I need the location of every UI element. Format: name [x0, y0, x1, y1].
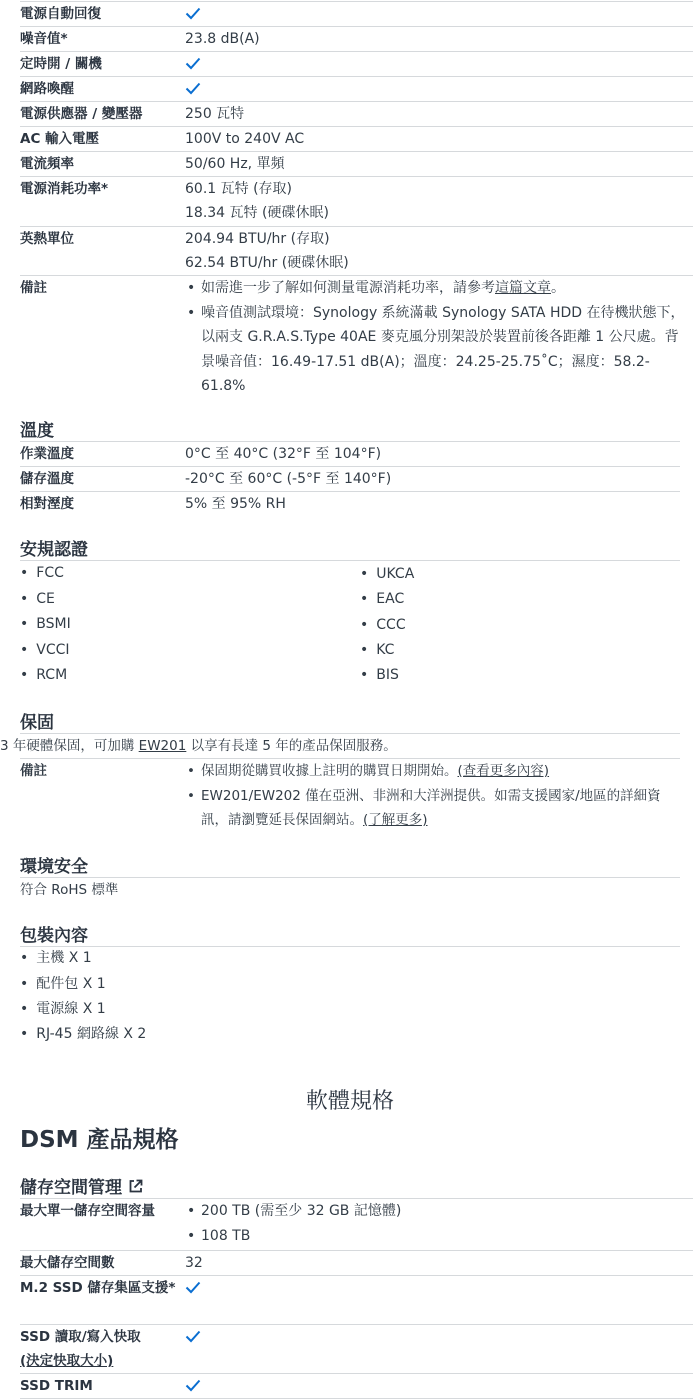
section-title-package: 包裝內容	[20, 926, 88, 946]
cert-item: • RCM	[20, 665, 67, 685]
spec-label: AC 輸入電壓	[20, 131, 100, 147]
spec-row	[20, 466, 680, 491]
package-item: • 主機 X 1	[20, 948, 92, 968]
external-link-icon	[128, 1179, 143, 1194]
cert-item: • CCC	[360, 615, 406, 635]
power-spec-table	[20, 1, 693, 398]
check-icon	[185, 77, 693, 101]
spec-label: M.2 SSD 儲存集區支援*	[20, 1280, 176, 1296]
storage-spec-table	[20, 1198, 693, 1399]
warranty-text: 3 年硬體保固，可加購 EW201 以享有長達 5 年的產品保固服務。	[0, 738, 397, 754]
spec-row	[20, 1373, 693, 1399]
note-item: • EW201/EW202 僅在亞洲、非洲和大洋洲提供。如需支援國家/地區的詳細資訊，請瀏覽延長保固網站。(了解更多)	[185, 784, 680, 833]
spec-label: 網路喚醒	[20, 81, 74, 97]
package-item: • RJ-45 網路線 X 2	[20, 1024, 146, 1044]
cert-item: • EAC	[360, 589, 404, 609]
check-icon	[185, 1374, 693, 1398]
spec-row	[20, 441, 680, 466]
spec-row	[20, 101, 693, 126]
spec-value: • 200 TB (需至少 32 GB 記憶體)	[185, 1199, 693, 1224]
note-item: • 噪音值測試環境：Synology 系統滿載 Synology SATA HDD 在待機狀態下，以兩支 G.R.A.S.Type 40AE 麥克風分別架設於裝置前後各距離 1 公尺處。背景噪音值：16.49-17.51 dB(A)；溫度：24.25-25.75˚C；濕度：58.2-61.8%	[185, 301, 693, 399]
temperature-table	[20, 441, 680, 516]
check-icon	[185, 1276, 693, 1324]
section-title-warranty: 保固	[20, 713, 54, 733]
spec-value: 50/60 Hz, 單頻	[185, 156, 285, 172]
cert-item: • UKCA	[360, 564, 414, 584]
ew201-link[interactable]: EW201	[138, 738, 187, 754]
cert-item: • FCC	[20, 563, 64, 583]
spec-value: 32	[185, 1255, 203, 1271]
note-item: • 保固期從購買收據上註明的購買日期開始。(查看更多內容)	[185, 759, 680, 784]
spec-row	[20, 1, 693, 26]
dsm-spec-title: DSM 產品規格	[20, 1127, 179, 1153]
spec-label: 噪音值*	[20, 31, 68, 47]
spec-label: 電源供應器 / 變壓器	[20, 106, 143, 122]
spec-label: 電流頻率	[20, 156, 74, 172]
spec-row	[20, 26, 693, 51]
spec-row-notes	[20, 275, 693, 398]
spec-value: 60.1 瓦特 (存取)	[185, 181, 292, 197]
spec-value: 204.94 BTU/hr (存取)	[185, 231, 330, 247]
spec-value: 100V to 240V AC	[185, 131, 305, 147]
check-icon	[185, 52, 693, 76]
divider	[20, 877, 680, 878]
cert-item: • KC	[360, 640, 394, 660]
divider	[20, 733, 680, 734]
package-item: • 配件包 X 1	[20, 974, 106, 994]
cert-item: • BIS	[360, 665, 399, 685]
spec-row	[20, 491, 680, 516]
spec-row	[20, 1324, 693, 1373]
spec-row	[20, 76, 693, 101]
divider	[20, 946, 680, 947]
check-icon	[185, 1325, 693, 1373]
spec-label: 最大儲存空間數	[20, 1255, 115, 1271]
spec-value: 18.34 瓦特 (硬碟休眠)	[185, 205, 329, 221]
spec-label: 最大單一儲存空間容量	[20, 1203, 155, 1219]
spec-row	[20, 1250, 693, 1275]
article-link[interactable]: 這篇文章	[495, 280, 551, 296]
cert-item: • BSMI	[20, 614, 71, 634]
spec-label: 電源自動回復	[20, 6, 101, 22]
note-item: • 如需進一步了解如何測量電源消耗功率，請參考這篇文章。	[185, 276, 693, 301]
learn-more-link[interactable]: (了解更多)	[363, 812, 428, 828]
spec-label: 相對溼度	[20, 496, 74, 512]
cache-size-link[interactable]: (決定快取大小)	[20, 1353, 114, 1369]
spec-value: 62.54 BTU/hr (硬碟休眠)	[185, 255, 349, 271]
environment-text: 符合 RoHS 標準	[20, 882, 119, 898]
spec-row	[20, 51, 693, 76]
spec-label: 英熱單位	[20, 231, 74, 247]
spec-value: • 108 TB	[185, 1224, 693, 1249]
more-info-link[interactable]: (查看更多內容)	[457, 763, 550, 779]
section-title-environment: 環境安全	[20, 857, 88, 877]
spec-row	[20, 226, 693, 275]
section-title-storage[interactable]: 儲存空間管理	[20, 1173, 143, 1198]
section-title-certification: 安規認證	[20, 540, 88, 560]
spec-row	[20, 126, 693, 151]
spec-label: 作業溫度	[20, 446, 74, 462]
spec-row	[20, 176, 693, 226]
cert-item: • CE	[20, 589, 55, 609]
spec-label: SSD 讀取/寫入快取	[20, 1329, 141, 1345]
spec-value: 23.8 dB(A)	[185, 31, 260, 47]
spec-row	[20, 1198, 693, 1250]
warranty-notes	[185, 759, 680, 833]
spec-label: 備註	[20, 280, 47, 296]
spec-label: 儲存溫度	[20, 471, 74, 487]
spec-value: -20°C 至 60°C (-5°F 至 140°F)	[185, 471, 392, 487]
spec-label: 定時開 / 關機	[20, 56, 102, 72]
spec-row	[20, 1275, 693, 1324]
spec-value: 5% 至 95% RH	[185, 496, 286, 512]
spec-value: 0°C 至 40°C (32°F 至 104°F)	[185, 446, 382, 462]
check-icon	[185, 2, 693, 26]
cert-item: • VCCI	[20, 640, 70, 660]
spec-label: SSD TRIM	[20, 1378, 93, 1394]
package-item: • 電源線 X 1	[20, 999, 106, 1019]
divider	[20, 560, 680, 561]
software-spec-heading: 軟體規格	[305, 1089, 394, 1114]
spec-row	[20, 151, 693, 176]
section-title-temperature: 溫度	[20, 421, 54, 441]
spec-label: 電源消耗功率*	[20, 181, 109, 197]
spec-value: 250 瓦特	[185, 106, 245, 122]
warranty-notes-label: 備註	[20, 763, 47, 779]
